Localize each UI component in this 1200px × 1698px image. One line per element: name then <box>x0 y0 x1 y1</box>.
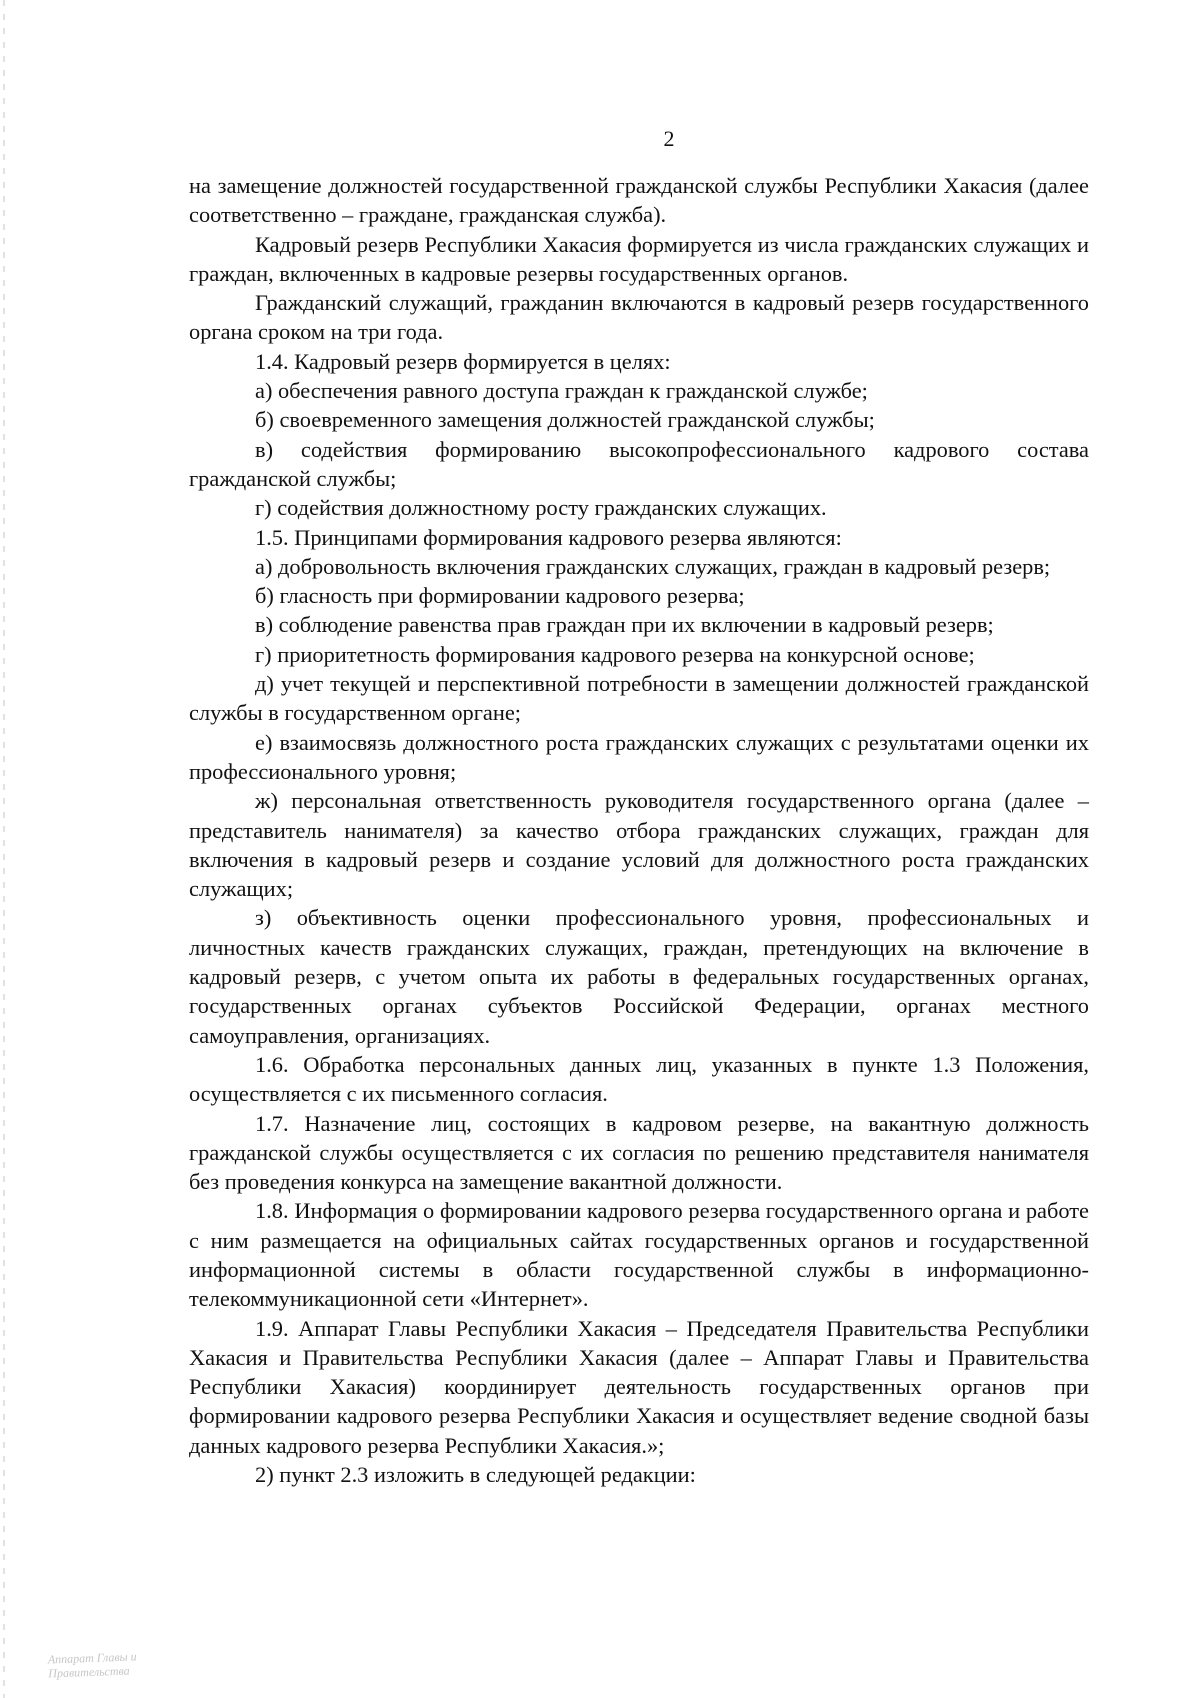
paragraph: в) содействия формированию высокопрофессионального кадрового состава гражданской службы; <box>189 436 1089 491</box>
paragraph: б) своевременного замещения должностей гражданской службы; <box>255 407 875 433</box>
page-number: 2 <box>663 126 675 151</box>
scan-edge-artifact <box>3 0 5 1698</box>
paragraph: 1.4. Кадровый резерв формируется в целях: <box>255 348 671 374</box>
document-body <box>189 171 1089 1489</box>
paragraph: Кадровый резерв Республики Хакасия формируется из числа гражданских служащих и граждан, включенных в кадровые резервы государственных органов. <box>189 231 1089 286</box>
faded-stamp: Аппарат Главы и Правительства <box>47 1649 137 1681</box>
paragraph: на замещение должностей государственной гражданской службы Республики Хакасия (далее соответственно – граждане, гражданская служба). <box>189 173 1089 228</box>
paragraph: а) добровольность включения гражданских служащих, граждан в кадровый резерв; <box>255 553 1051 579</box>
paragraph: д) учет текущей и перспективной потребности в замещении должностей гражданской службы в государственном органе; <box>189 671 1089 726</box>
paragraph: 1.5. Принципами формирования кадрового резерва являются: <box>255 524 842 550</box>
paragraph: г) приоритетность формирования кадрового резерва на конкурсной основе; <box>255 641 975 667</box>
paragraph: 1.7. Назначение лиц, состоящих в кадровом резерве, на вакантную должность гражданской службы осуществляется с их согласия по решению представителя нанимателя без проведения конкурса на замещение вакантной должности. <box>189 1110 1089 1195</box>
paragraph: 1.6. Обработка персональных данных лиц, указанных в пункте 1.3 Положения, осуществляется с их письменного согласия. <box>189 1051 1089 1107</box>
paragraph: г) содействия должностному росту гражданских служащих. <box>255 495 827 521</box>
paragraph: 1.9. Аппарат Главы Республики Хакасия – Председателя Правительства Республики Хакасия и Правительства Республики Хакасия (далее – Аппарат Главы и Правительства Республики Хакасия) координирует деятельность государственных органов при формировании кадрового резерва Республики Хакасия и осуществляет ведение сводной базы данных кадрового резерва Республики Хакасия.»; <box>189 1315 1089 1458</box>
paragraph: б) гласность при формировании кадрового резерва; <box>255 583 745 609</box>
paragraph: з) объективность оценки профессионального уровня, профессиональных и личностных качеств гражданских служащих, граждан, претендующих на включение в кадровый резерв, с учетом опыта их работы в федеральных государственных органах, государственных органах субъектов Российской Федерации, органах местного самоуправления, организациях. <box>189 905 1089 1048</box>
paragraph: е) взаимосвязь должностного роста гражданских служащих с результатами оценки их профессионального уровня; <box>189 729 1089 784</box>
paragraph: в) соблюдение равенства прав граждан при их включении в кадровый резерв; <box>255 612 994 638</box>
paragraph: Гражданский служащий, гражданин включаются в кадровый резерв государственного органа сроком на три года. <box>189 290 1089 345</box>
paragraph: 1.8. Информация о формировании кадрового резерва государственного органа и работе с ним размещается на официальных сайтах государственных органов и государственной информационной системы в области государственной службы в информационно-телекоммуникационной сети «Интернет». <box>189 1198 1089 1312</box>
paragraph: 2) пункт 2.3 изложить в следующей редакции: <box>255 1462 696 1488</box>
paragraph: а) обеспечения равного доступа граждан к гражданской службе; <box>255 378 868 404</box>
paragraph: ж) персональная ответственность руководителя государственного органа (далее – представитель нанимателя) за качество отбора гражданских служащих, граждан для включения в кадровый резерв и создание условий для должностного роста гражданских служащих; <box>189 788 1089 902</box>
